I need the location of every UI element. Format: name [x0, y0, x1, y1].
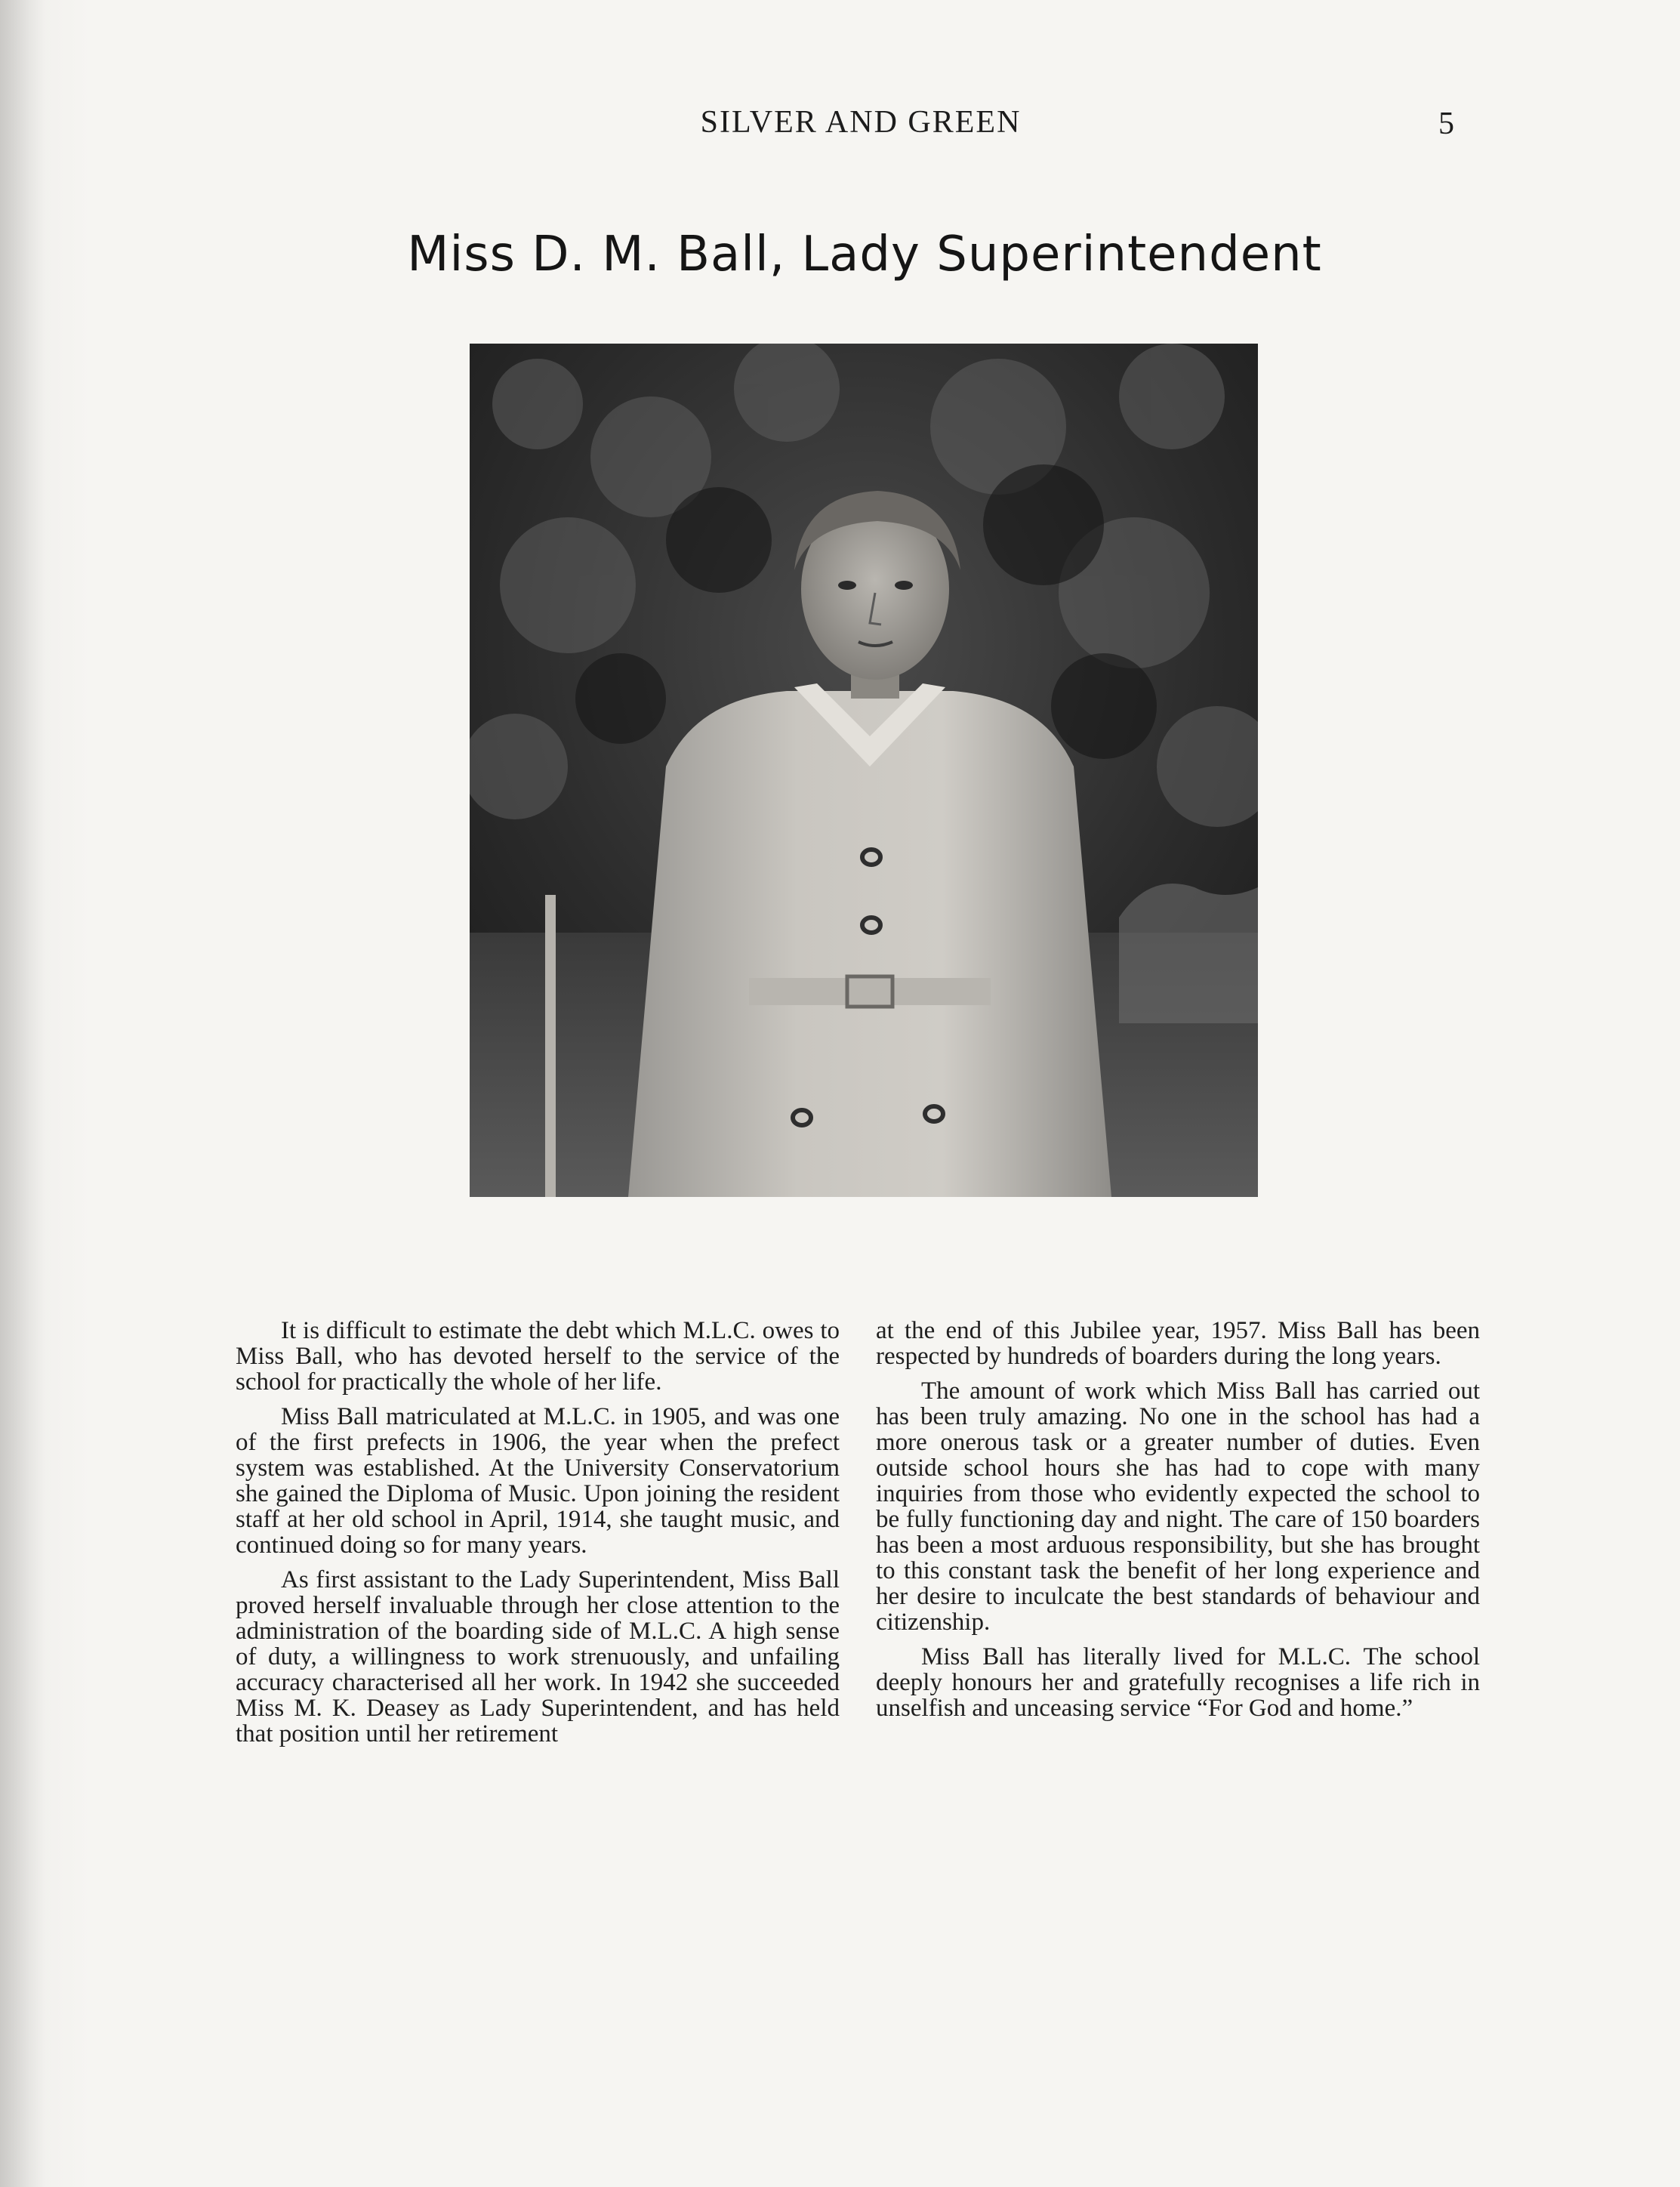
journal-title: SILVER AND GREEN — [700, 105, 1022, 140]
paragraph: As first assistant to the Lady Superintendent, Miss Ball proved herself invaluable through her close attention to the administration of the boarding side of M.L.C. A high sense of duty, a willingness to work strenuously, and unfailing accuracy characterised all her work. In 1942 she succeeded Miss M. K. Deasey as Lady Superintendent, and has held that position until her retirement — [236, 1566, 840, 1747]
right-column — [876, 1318, 1480, 1730]
paragraph: Miss Ball matriculated at M.L.C. in 1905, and was one of the first prefects in 1906, the year when the prefect system was established. At the University Conservatorium she gained the Diploma of Music. Upon joining the resident staff at her old school in April, 1914, she taught music, and continued doing so for many years. — [236, 1403, 840, 1559]
paragraph: It is difficult to estimate the debt which M.L.C. owes to Miss Ball, who has devoted herself to the service of the school for practically the whole of her life. — [236, 1317, 840, 1396]
article-title: Miss D. M. Ball, Lady Superintendent — [407, 227, 1322, 282]
portrait-photo — [470, 344, 1258, 1197]
paragraph: The amount of work which Miss Ball has carried out has been truly amazing. No one in the school has had a more onerous task or a greater number of duties. Even outside school hours she has had to cope with many inquiries from those who evidently expected the school to be fully functioning day and night. The care of 150 boarders has been a most arduous responsibility, but she has brought to this constant task the benefit of her long experience and her desire to inculcate the best standards of behaviour and citizenship. — [876, 1377, 1480, 1636]
page-number: 5 — [1438, 106, 1454, 141]
spine-shadow — [0, 0, 45, 2187]
portrait-photo-image — [470, 344, 1258, 1197]
left-column — [236, 1318, 840, 1756]
paragraph: Miss Ball has literally lived for M.L.C. The school deeply honours her and gratefully recognises a life rich in unselfish and unceasing service “For God and home.” — [876, 1643, 1480, 1722]
paragraph: at the end of this Jubilee year, 1957. Miss Ball has been respected by hundreds of boarders during the long years. — [876, 1317, 1480, 1370]
running-head — [0, 104, 1680, 150]
